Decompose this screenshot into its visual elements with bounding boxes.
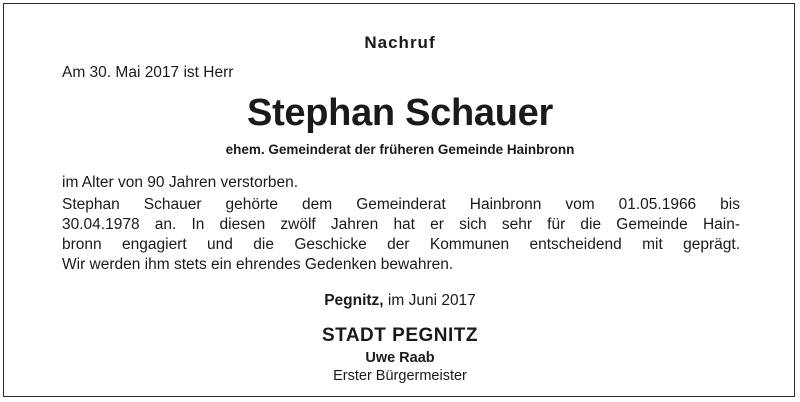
signature-title: Erster Bürgermeister [333, 368, 467, 384]
signature-organization: STADT PEGNITZ [321, 325, 479, 346]
biography-line: Stephan Schauer gehörte dem Gemeinderat Hainbronn vom 01.05.1966 bis [62, 196, 740, 213]
biography-line: bronn engagiert und die Geschicke der Kommunen entscheidend mit geprägt. [62, 236, 740, 253]
deceased-role: ehem. Gemeinderat der früheren Gemeinde Hainbronn [225, 142, 575, 157]
biography-line: 30.04.1978 an. In diesen zwölf Jahren hat er sich sehr für die Gemeinde Hain- [62, 216, 740, 233]
biography-paragraph [62, 195, 740, 255]
dateline-date: im Juni 2017 [383, 292, 476, 309]
dateline-place: Pegnitz, [324, 292, 384, 309]
dateline [0, 292, 800, 310]
deceased-name: Stephan Schauer [247, 92, 553, 134]
signature-name: Uwe Raab [365, 350, 435, 366]
age-line: im Alter von 90 Jahren verstorben. [62, 174, 299, 191]
remembrance-text: Wir werden ihm stets ein ehrendes Gedenken bewahren. [62, 256, 454, 273]
notice-heading: Nachruf [364, 33, 436, 52]
intro-text: Am 30. Mai 2017 ist Herr [62, 64, 234, 81]
